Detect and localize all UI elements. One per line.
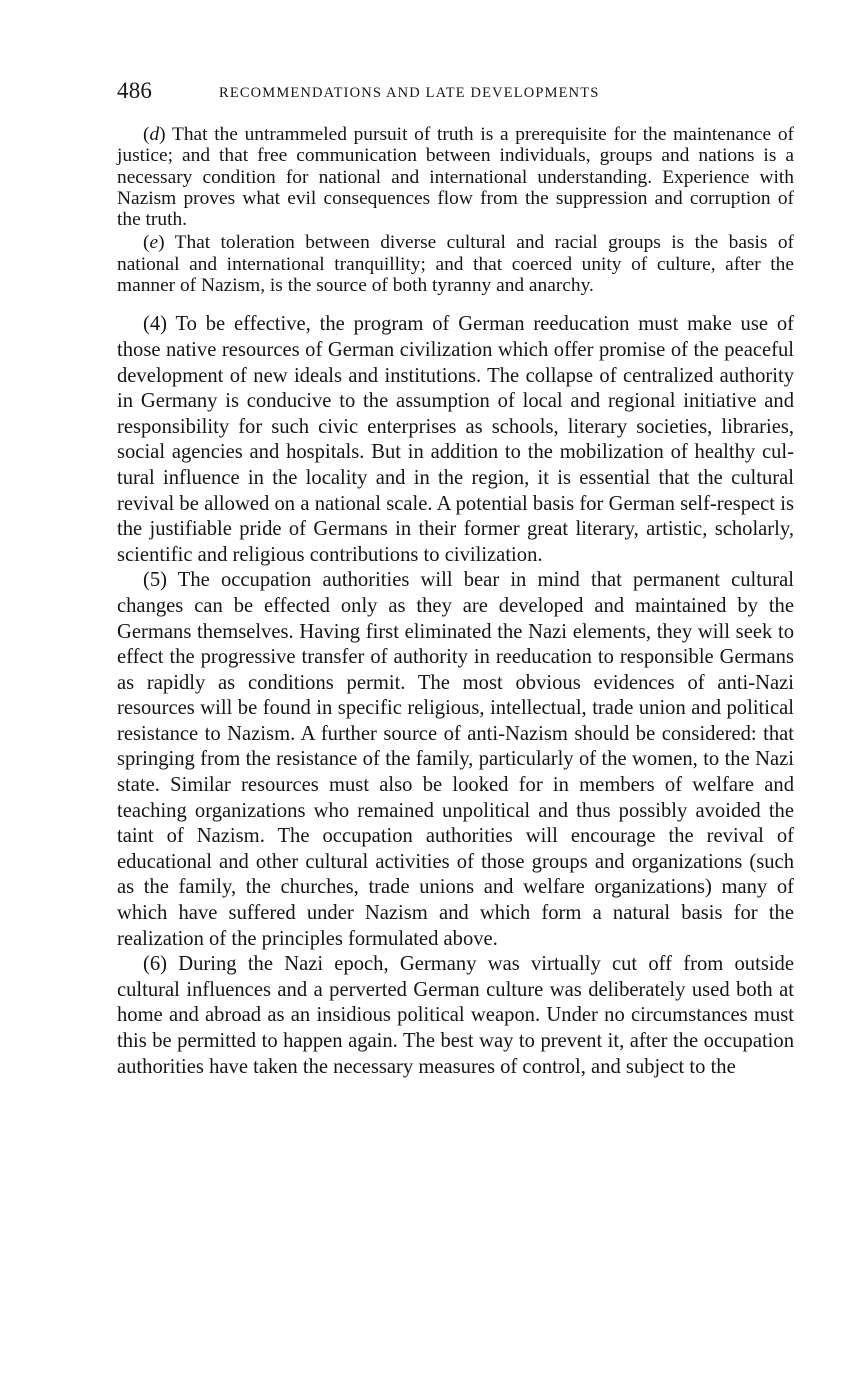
body-text xyxy=(117,312,794,1080)
item-label: d xyxy=(149,124,160,145)
paragraph-5: (5) The occupation authorities will bear in mind that permanent cultural changes can be effected only as they are developed and maintained by the Germans themselves. Having first eliminated the Nazi elements, they will seek to effect the progressive transfer of authority in reeducation to responsible Germans as rapidly as conditions permit. The most obvious evidences of anti-Nazi resources will be found in specific religious, intellectual, trade union and political resistance to Nazism. A further source of anti-Nazism should be considered: that springing from the resistance of the family, particularly of the women, to the Nazi state. Similar resources must also be looked for in members of welfare and teaching organizations who remained unpolitical and thus possibly avoided the taint of Nazism. The occupation authorities will encourage the revival of educational and other cultural activities of those groups and organizations (such as the family, the churches, trade unions and welfare organizations) many of which have suffered under Nazism and which form a natural basis for the realization of the principles formulated above. xyxy=(117,569,794,950)
item-text: That the untrammeled pursuit of truth is a prerequisite for the maintenance of justice; and that free communication between individuals, groups and nations is a necessary condition for national and international understanding. Experience with Nazism proves what evil consequences flow from the suppression and corruption of the truth. xyxy=(117,124,794,231)
page-number: 486 xyxy=(117,78,153,103)
paragraph-4: (4) To be effective, the program of German reeducation must make use of those native resources of German civilization which offer promise of the peaceful development of new ideals and institutions. The collapse of centralized authority in Germany is conducive to the assumption of local and regional initiative and responsibility for such civic enterprises as schools, literary societies, libraries, social agencies and hospitals. But in addition to the mobilization of healthy cultural influence in the locality and in the region, it is essential that the cultural revival be allowed on a national scale. A potential basis for German self-respect is the justifiable pride of Germans in their former great literary, artistic, scholarly, scientific and religious contributions to civilization. xyxy=(117,313,794,566)
lettered-list xyxy=(117,124,794,296)
list-item-e: (e) That toleration between diverse cultural and racial groups is the basis of national and international tranquillity; and that coerced unity of culture, after the manner of Nazism, is the source of both tyranny and anarchy. xyxy=(117,232,794,297)
item-label: e xyxy=(149,232,159,254)
document-page xyxy=(117,78,794,1080)
list-item-d: (d) That the untrammeled pursuit of truth is a prerequisite for the maintenance of justice; and that free communication between individuals, groups and nations is a necessary condition for national and international understanding. Experience with Nazism proves what evil consequences flow from the suppression and corruption of the truth. xyxy=(117,124,794,231)
running-head: RECOMMENDATIONS AND LATE DEVELOPMENTS xyxy=(219,85,600,101)
page-header xyxy=(117,78,794,110)
item-text: That toleration between diverse cultural and racial groups is the basis of national and international tranquillity; and that coerced unity of culture, after the manner of Nazism, is the source of both tyranny and anarchy. xyxy=(117,232,794,297)
paragraph-6: (6) During the Nazi epoch, Germany was virtually cut off from outside cultural influences and a perverted German culture was deliberately used both at home and abroad as an insidious political weapon. Under no circumstances must this be permitted to happen again. The best way to prevent it, after the occupation authorities have taken the necessary measures of control, and subject to the xyxy=(117,953,794,1078)
